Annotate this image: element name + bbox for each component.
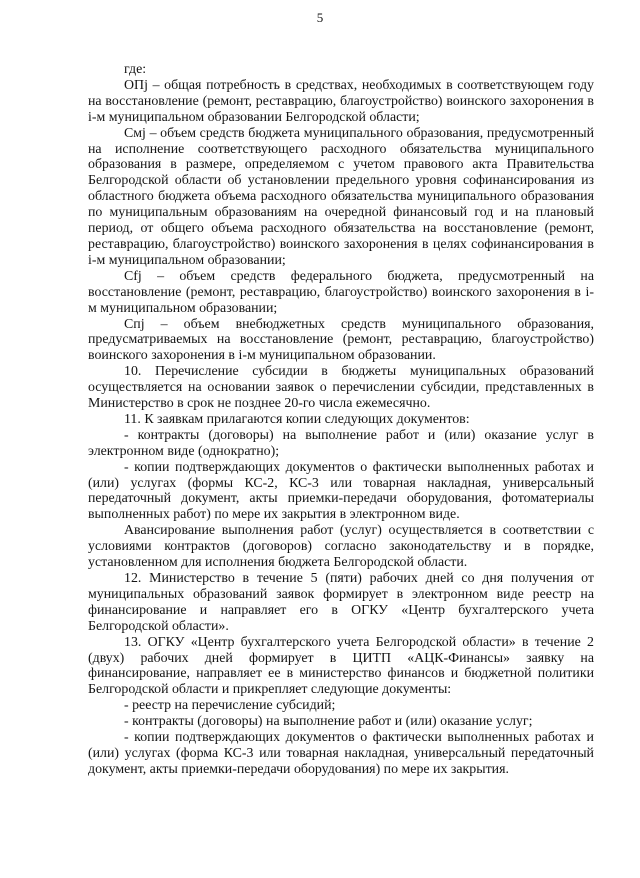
paragraph-total-need: ОПj – общая потребность в средствах, необходимых в соответствующем году на восстановление (ремонт, реставрацию, благоустройство) воинского захоронения в i-м муниципальном образовании Белгородской области; — [88, 77, 594, 125]
paragraph-10: 10. Перечисление субсидии в бюджеты муниципальных образований осуществляется на основании заявок о перечислении субсидии, представленных в Министерство в срок не позднее 20-го числа ежемесячно. — [88, 364, 594, 412]
paragraph-where: где: — [124, 62, 147, 77]
list-item-registry: - реестр на перечисление субсидий; — [124, 698, 336, 714]
list-item-contracts: - контракты (договоры) на выполнение работ и (или) оказание услуг в электронном виде (однократно); — [88, 427, 594, 459]
list-item-confirming-docs-2: - копии подтверждающих документов о фактически выполненных работах и (или) услугах (форма КС-3 или товарная накладная, универсальный передаточный документ, акты приемки-передачи оборудования) по мере их закрытия. — [88, 730, 594, 777]
paragraph-11: 11. К заявкам прилагаются копии следующих документов: — [124, 411, 470, 427]
paragraph-federal-budget: Cfj – объем средств федерального бюджета, предусмотренный на восстановление (ремонт, реставрацию, благоустройство) воинского захоронения в i-м муниципальном образовании; — [88, 268, 594, 316]
list-item-confirming-docs: - копии подтверждающих документов о фактически выполненных работах и (или) услугах (формы КС-2, КС-3 или товарная накладная, универсальный передаточный документ, акты приемки-передачи оборудования, фотоматериалы выполненных работ) по мере их закрытия в электронном виде. — [88, 459, 594, 523]
paragraph-13: 13. ОГКУ «Центр бухгалтерского учета Белгородской области» в течение 2 (двух) рабочих дней формирует в ЦИТП «АЦК-Финансы» заявку на финансирование, направляет ее в министерство финансов и бюджетной политики Белгородской области и прикрепляет следующие документы: — [88, 634, 594, 698]
list-item-contracts-2: - контракты (договоры) на выполнение работ и (или) оказание услуг; — [124, 714, 533, 730]
page-number: 5 — [316, 10, 324, 25]
document-body — [88, 62, 594, 778]
paragraph-extrabudgetary: Cпj – объем внебюджетных средств муниципального образования, предусматриваемых на восстановление (ремонт, реставрацию, благоустройство) воинского захоронения в i-м муниципальном образовании. — [88, 316, 594, 364]
paragraph-municipal-budget: Cмj – объем средств бюджета муниципального образования, предусмотренный на исполнение соответствующего расходного обязательства муниципального образования в размере, определяемом с учетом правового акта Правительства Белгородской области об установлении предельного уровня софинансирования из областного бюджета объема расходного обязательства муниципального образования по муниципальным образованиям на очередной финансовый год и на плановый период, от общего объема расходного обязательства на восстановление (ремонт, реставрацию, благоустройство) воинского захоронения в целях софинансирования в i-м муниципальном образовании; — [88, 125, 594, 268]
paragraph-12: 12. Министерство в течение 5 (пяти) рабочих дней со дня получения от муниципальных образований заявок формирует в электронном виде реестр на финансирование и направляет его в ОГКУ «Центр бухгалтерского учета Белгородской области». — [88, 571, 594, 634]
paragraph-advance: Авансирование выполнения работ (услуг) осуществляется в соответствии с условиями контрактов (договоров) согласно законодательству и в порядке, установленном для исполнения бюджета Белгородской области. — [88, 523, 594, 571]
